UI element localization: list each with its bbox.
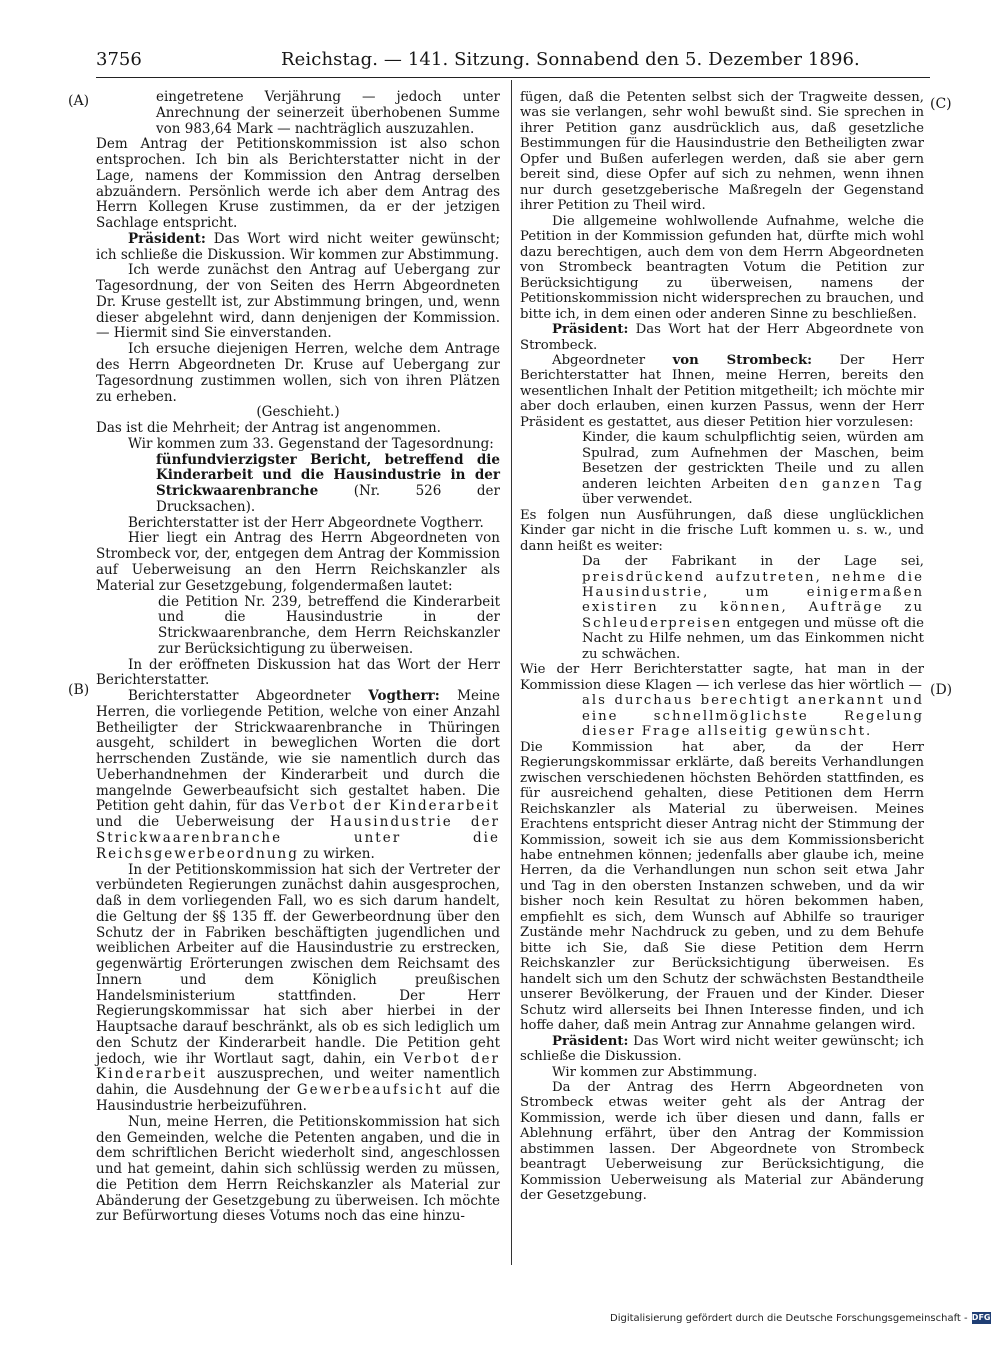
speaker-name: Präsident: — [552, 1033, 629, 1049]
paragraph: Da der Antrag des Herrn Abgeordneten von Strombeck etwas weiter geht als der Antrag der Kommission, werde ich über diesen und dann, falls er Ablehnung erfährt, über den Antrag der Kommission abstimmen lassen. Der Abgeordnete von Strombeck beantragt Ueberweisung zur Berücksichtigung, die Kommission Ueberweisung als Material zur Abänderung der Gesetzgebung. — [520, 1080, 924, 1204]
paragraph: Berichterstatter Abgeordneter Vogtherr: Meine Herren, die vorliegende Petition, welche von einer Anzahl Betheiligter der Strickwaarenbranche in Thüringen ausgeht, schildert in beweglichen Worten die dort herrschenden Zustände, wie sie namentlich durch das Ueberhandnehmen der Kinderarbeit und durch die mangelnde Gewerbeaufsicht sich gestaltet haben. Die Petition geht dahin, für das Verbot der Kinderarbeit und die Ueberweisung der Hausindustrie der Strickwaarenbranche unter die Reichsgewerbeordnung zu wirken. — [96, 688, 500, 862]
digitization-credit — [610, 1312, 991, 1324]
agenda-title: fünfundvierzigster Bericht, betreffend die Kinderarbeit und die Hausindustrie in der Strickwaarenbranche — [156, 451, 500, 500]
credit-text: Digitalisierung gefördert durch die Deutsche Forschungsgemeinschaft - — [610, 1313, 968, 1324]
speaker-name: von Strombeck: — [672, 352, 813, 368]
paragraph: Abgeordneter von Strombeck: Der Herr Berichterstatter hat Ihnen, meine Herren, bereits den wesentlichen Inhalt der Petition mitgetheilt; ich möchte mir aber doch erlauben, einen kurzen Passus, wenn der Herr Präsident es gestattet, aus dieser Petition hier vorzulesen: — [520, 352, 924, 430]
quoted-passage: als durchaus berechtigt anerkannt und eine schnellmöglichste Regelung dieser Frage allseitig gewünscht. — [582, 693, 924, 740]
paragraph: Hier liegt ein Antrag des Herrn Abgeordneten von Strombeck vor, der, entgegen dem Antrag der Kommission auf Ueberweisung an den Herrn Reichskanzler als Material zur Gesetzgebung, folgendermaßen lautet: — [96, 530, 500, 594]
paragraph: Präsident: Das Wort hat der Herr Abgeordnete von Strombeck. — [520, 322, 924, 353]
paragraph: Nun, meine Herren, die Petitionskommission hat sich den Gemeinden, welche die Petenten angaben, und die in dem schriftlichen Bericht wiederholt sind, angeschlossen und hat gemeint, dahin sich schlüssig werden zu müssen, die Petition dem Herrn Reichskanzler als Material zur Abänderung der Gesetzgebung zu überweisen. Ich möchte zur Befürwortung dieses Votums noch das eine hinzu- — [96, 1113, 500, 1225]
right-column — [520, 90, 924, 1204]
paragraph: Ich ersuche diejenigen Herren, welche dem Antrage des Herrn Abgeordneten Dr. Kruse auf Uebergang zur Tagesordnung zustimmen wollen, sich von ihren Plätzen zu erheben. — [96, 341, 500, 405]
margin-mark-b: (B) — [68, 682, 90, 698]
page-header — [96, 49, 930, 71]
speaker-name: Vogtherr: — [368, 688, 440, 705]
column-divider — [511, 80, 512, 1265]
paragraph: Ich werde zunächst den Antrag auf Uebergang zur Tagesordnung, der von Seiten des Herrn Abgeordneten Dr. Kruse gestellt ist, zur Abstimmung bringen, und, wenn dieser abgelehnt wird, dann denjenigen der Kommission. — Hiermit sind Sie einverstanden. — [96, 262, 500, 342]
paragraph: Präsident: Das Wort wird nicht weiter gewünscht; ich schließe die Diskussion. — [520, 1033, 924, 1065]
paragraph: Präsident: Das Wort wird nicht weiter gewünscht; ich schließe die Diskussion. Wir kommen zur Abstimmung. — [96, 230, 500, 263]
page-title: Reichstag. — 141. Sitzung. Sonnabend den 5. Dezember 1896. — [281, 49, 860, 70]
paragraph: Wie der Herr Berichterstatter sagte, hat man in der Kommission diese Klagen — ich verlese das hier wörtlich — — [520, 662, 924, 693]
quoted-passage: Kinder, die kaum schulpflichtig seien, würden am Spulrad, zum Aufnehmen der Maschen, beim Besetzen der gestrickten Theile und zu allen anderen leichten Arbeiten den ganzen Tag über verwendet. — [582, 430, 924, 508]
paragraph: In der Petitionskommission hat sich der Vertreter der verbündeten Regierungen zunächst dahin ausgesprochen, daß in dem vorliegenden Fall, wo es sich darum handelt, die Geltung der §§ 135 ff. der Gewerbeordnung über den Schutz der in Fabriken beschäftigten jugendlichen und weiblichen Arbeiter auf die Hausindustrie zu erstrecken, gegenwärtig Erörterungen zwischen dem Reichsamt des Innern und dem Königlich preußischen Handelsministerium stattfinden. Der Herr Regierungskommissar hat sich aber hierbei in der Hauptsache darauf beschränkt, als ob es sich lediglich um den Schutz der Kinderarbeit handle. Die Petition geht jedoch, wie ihr Wortlaut sagt, dahin, ein Verbot der Kinderarbeit auszusprechen, und weiter namentlich dahin, die Ausdehnung der Gewerbeaufsicht auf die Hausindustrie herbeizuführen. — [96, 861, 501, 1114]
motion-text: die Petition Nr. 239, betreffend die Kinderarbeit und die Hausindustrie in der Strickwaarenbranche, dem Herrn Reichskanzler zur Berücksichtigung zu überweisen. — [158, 593, 500, 657]
quoted-passage: Da der Fabrikant in der Lage sei, preisdrückend aufzutreten, nehme die Hausindustrie, um einigermaßen existiren zu können, Aufträge zu Schleuderpreisen entgegen und müsse oft die Nacht zu Hilfe nehmen, um das Einkommen nicht zu schwächen. — [582, 554, 924, 662]
agenda-item: fünfundvierzigster Bericht, betreffend die Kinderarbeit und die Hausindustrie in der Strickwaarenbranche (Nr. 526 der Drucksachen). — [156, 451, 500, 515]
paragraph: Dem Antrag der Petitionskommission ist also schon entsprochen. Ich bin als Berichterstatter nicht in der Lage, namens der Kommission den Antrag derselben abzuändern. Persönlich werde ich aber dem Antrag des Herrn Kollegen Kruse zustimmen, da er der jetzigen Sachlage entspricht. — [96, 136, 500, 232]
paragraph: Wir kommen zur Abstimmung. — [552, 1064, 758, 1080]
header-rule — [96, 77, 930, 78]
paragraph: Das ist die Mehrheit; der Antrag ist angenommen. — [96, 420, 441, 437]
paragraph: Die allgemeine wohlwollende Aufnahme, welche die Petition in der Kommission gefunden hat, dürfte mich wohl dazu berechtigen, auch dem von dem Herrn Abgeordneten von Strombeck beantragten Votum die Petition zur Berücksichtigung zu überweisen, namens der Petitionskommission nicht widersprechen zu brauchen, und bitte ich, in dem einen oder anderen Sinne zu beschließen. — [520, 213, 924, 322]
stage-note: (Geschieht.) — [256, 404, 340, 421]
paragraph: Wir kommen zum 33. Gegenstand der Tagesordnung: — [128, 435, 494, 452]
left-column — [96, 90, 500, 1225]
dfg-logo: DFG — [971, 1313, 991, 1322]
margin-mark-a: (A) — [68, 93, 90, 109]
margin-mark-c: (C) — [930, 96, 952, 112]
paragraph: fügen, daß die Petenten selbst sich der Tragweite dessen, was sie verlangen, sehr wohl bewußt sind. Sie sprechen in ihrer Petition ganz ausdrücklich aus, daß gesetzliche Bestimmungen für die Hausindustrie den Betheiligten zwar Opfer und Bußen auferlegen werden, daß sie aber gern bereit sind, diese Opfer auf sich zu nehmen, wenn ihnen nur durch gesetzgeberische Maßregeln der Gegenstand ihrer Petition zu Theil wird. — [520, 90, 924, 214]
paragraph: Berichterstatter ist der Herr Abgeordnete Vogtherr. — [128, 514, 484, 531]
margin-mark-d: (D) — [930, 682, 953, 698]
paragraph: eingetretene Verjährung — jedoch unter Anrechnung der seinerzeit überhobenen Summe von 983,64 Mark — nachträglich auszuzahlen. — [156, 89, 500, 137]
speaker-name: Präsident: — [128, 230, 206, 247]
page-number: 3756 — [96, 49, 142, 70]
paragraph: Es folgen nun Ausführungen, daß diese unglücklichen Kinder gar nicht in die frische Luft kommen u. s. w., und dann heißt es weiter: — [520, 507, 924, 554]
paragraph: Die Kommission hat aber, da der Herr Regierungskommissar erklärte, daß bereits Verhandlungen zwischen verschiedenen höchsten Behörden stattfinden, es für ausreichend gehalten, diese Petitionen dem Herrn Reichskanzler als Material zu überweisen. Meines Erachtens entspricht dieser Antrag nicht der Stimmung der Kommission, soweit ich sie aus dem Kommissionsbericht habe entnehmen können; jedenfalls aber glaube ich, meine Herren, da die Verhandlungen nun schon seit etwa Jahr und Tag in den obersten Instanzen schweben, und da wir bisher noch kein Resultat zu hören bekommen haben, empfiehlt es sich, dem Wunsch auf Abhilfe so trauriger Zustände mehr Nachdruck zu geben, und zu dem Behufe bitte ich Sie, daß Sie diese Petition dem Herrn Reichskanzler zur Berücksichtigung überweisen. Es handelt sich um den Schutz der schwächsten Bestandtheile unserer Bevölkerung, der Frauen und der Kinder. Dieser Schutz wird allerseits bei Ihnen Interesse finden, und ich hoffe daher, daß mein Antrag zur Annahme gelangen wird. — [520, 739, 924, 1034]
paragraph: In der eröffneten Diskussion hat das Wort der Herr Berichterstatter. — [96, 656, 500, 689]
speaker-name: Präsident: — [552, 322, 629, 338]
